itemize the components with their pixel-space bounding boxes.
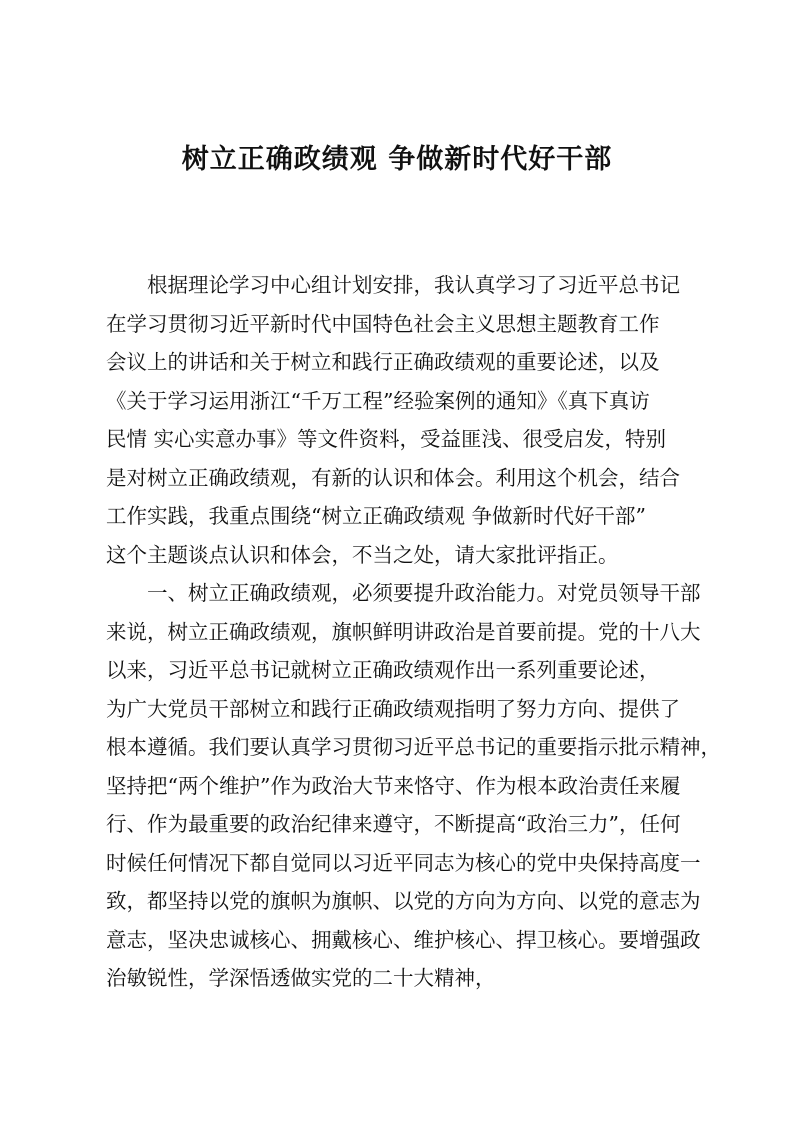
paragraph-1-line: 《关于学习运用浙江“千万工程”经验案例的通知》《真下真访 <box>106 388 650 413</box>
paragraph-2-line: 一、树立正确政绩观，必须要提升政治能力。对党员领导干部 <box>147 581 701 605</box>
paragraph-2-line: 行、作为最重要的政治纪律来遵守，不断提高“政治三力”，任何 <box>106 812 681 836</box>
paragraph-1-line: 这个主题谈点认识和体会，不当之处，请大家批评指正。 <box>106 542 619 567</box>
document-title: 树立正确政绩观 争做新时代好干部 <box>181 144 613 175</box>
paragraph-2-line: 治敏锐性，学深悟透做实党的二十大精神， <box>106 966 496 990</box>
paragraph-2-line: 坚持把“两个维护”作为政治大节来恪守、作为根本政治责任来履 <box>106 773 681 798</box>
paragraph-1-line: 在学习贯彻习近平新时代中国特色社会主义思想主题教育工作 <box>106 311 660 336</box>
paragraph-2-line: 以来，习近平总书记就树立正确政绩观作出一系列重要论述， <box>106 658 660 682</box>
document-body <box>106 266 726 998</box>
paragraph-2-line: 致，都坚持以党的旗帜为旗帜、以党的方向为方向、以党的意志为 <box>106 889 701 913</box>
paragraph-2-line: 为广大党员干部树立和践行正确政绩观指明了努力方向、提供了 <box>106 696 680 721</box>
paragraph-2-line: 根本遵循。我们要认真学习贯彻习近平总书记的重要指示批示精神， <box>106 735 721 759</box>
paragraph-1-line: 是对树立正确政绩观，有新的认识和体会。利用这个机会，结合 <box>106 465 680 490</box>
paragraph-1-line: 民情 实心实意办事》等文件资料，受益匪浅、很受启发，特别 <box>106 427 667 451</box>
paragraph-2-line: 来说，树立正确政绩观，旗帜鲜明讲政治是首要前提。党的十八大 <box>106 619 701 644</box>
paragraph-2-line: 时候任何情况下都自觉同以习近平同志为核心的党中央保持高度一 <box>106 850 701 875</box>
paragraph-1-line: 工作实践，我重点围绕“树立正确政绩观 争做新时代好干部” <box>106 504 646 528</box>
paragraph-1-line: 会议上的讲话和关于树立和践行正确政绩观的重要论述，以及 <box>106 350 660 374</box>
paragraph-2-line: 意志，坚决忠诚核心、拥戴核心、维护核心、捍卫核心。要增强政 <box>106 927 701 952</box>
paragraph-1-line: 根据理论学习中心组计划安排，我认真学习了习近平总书记 <box>147 273 680 297</box>
